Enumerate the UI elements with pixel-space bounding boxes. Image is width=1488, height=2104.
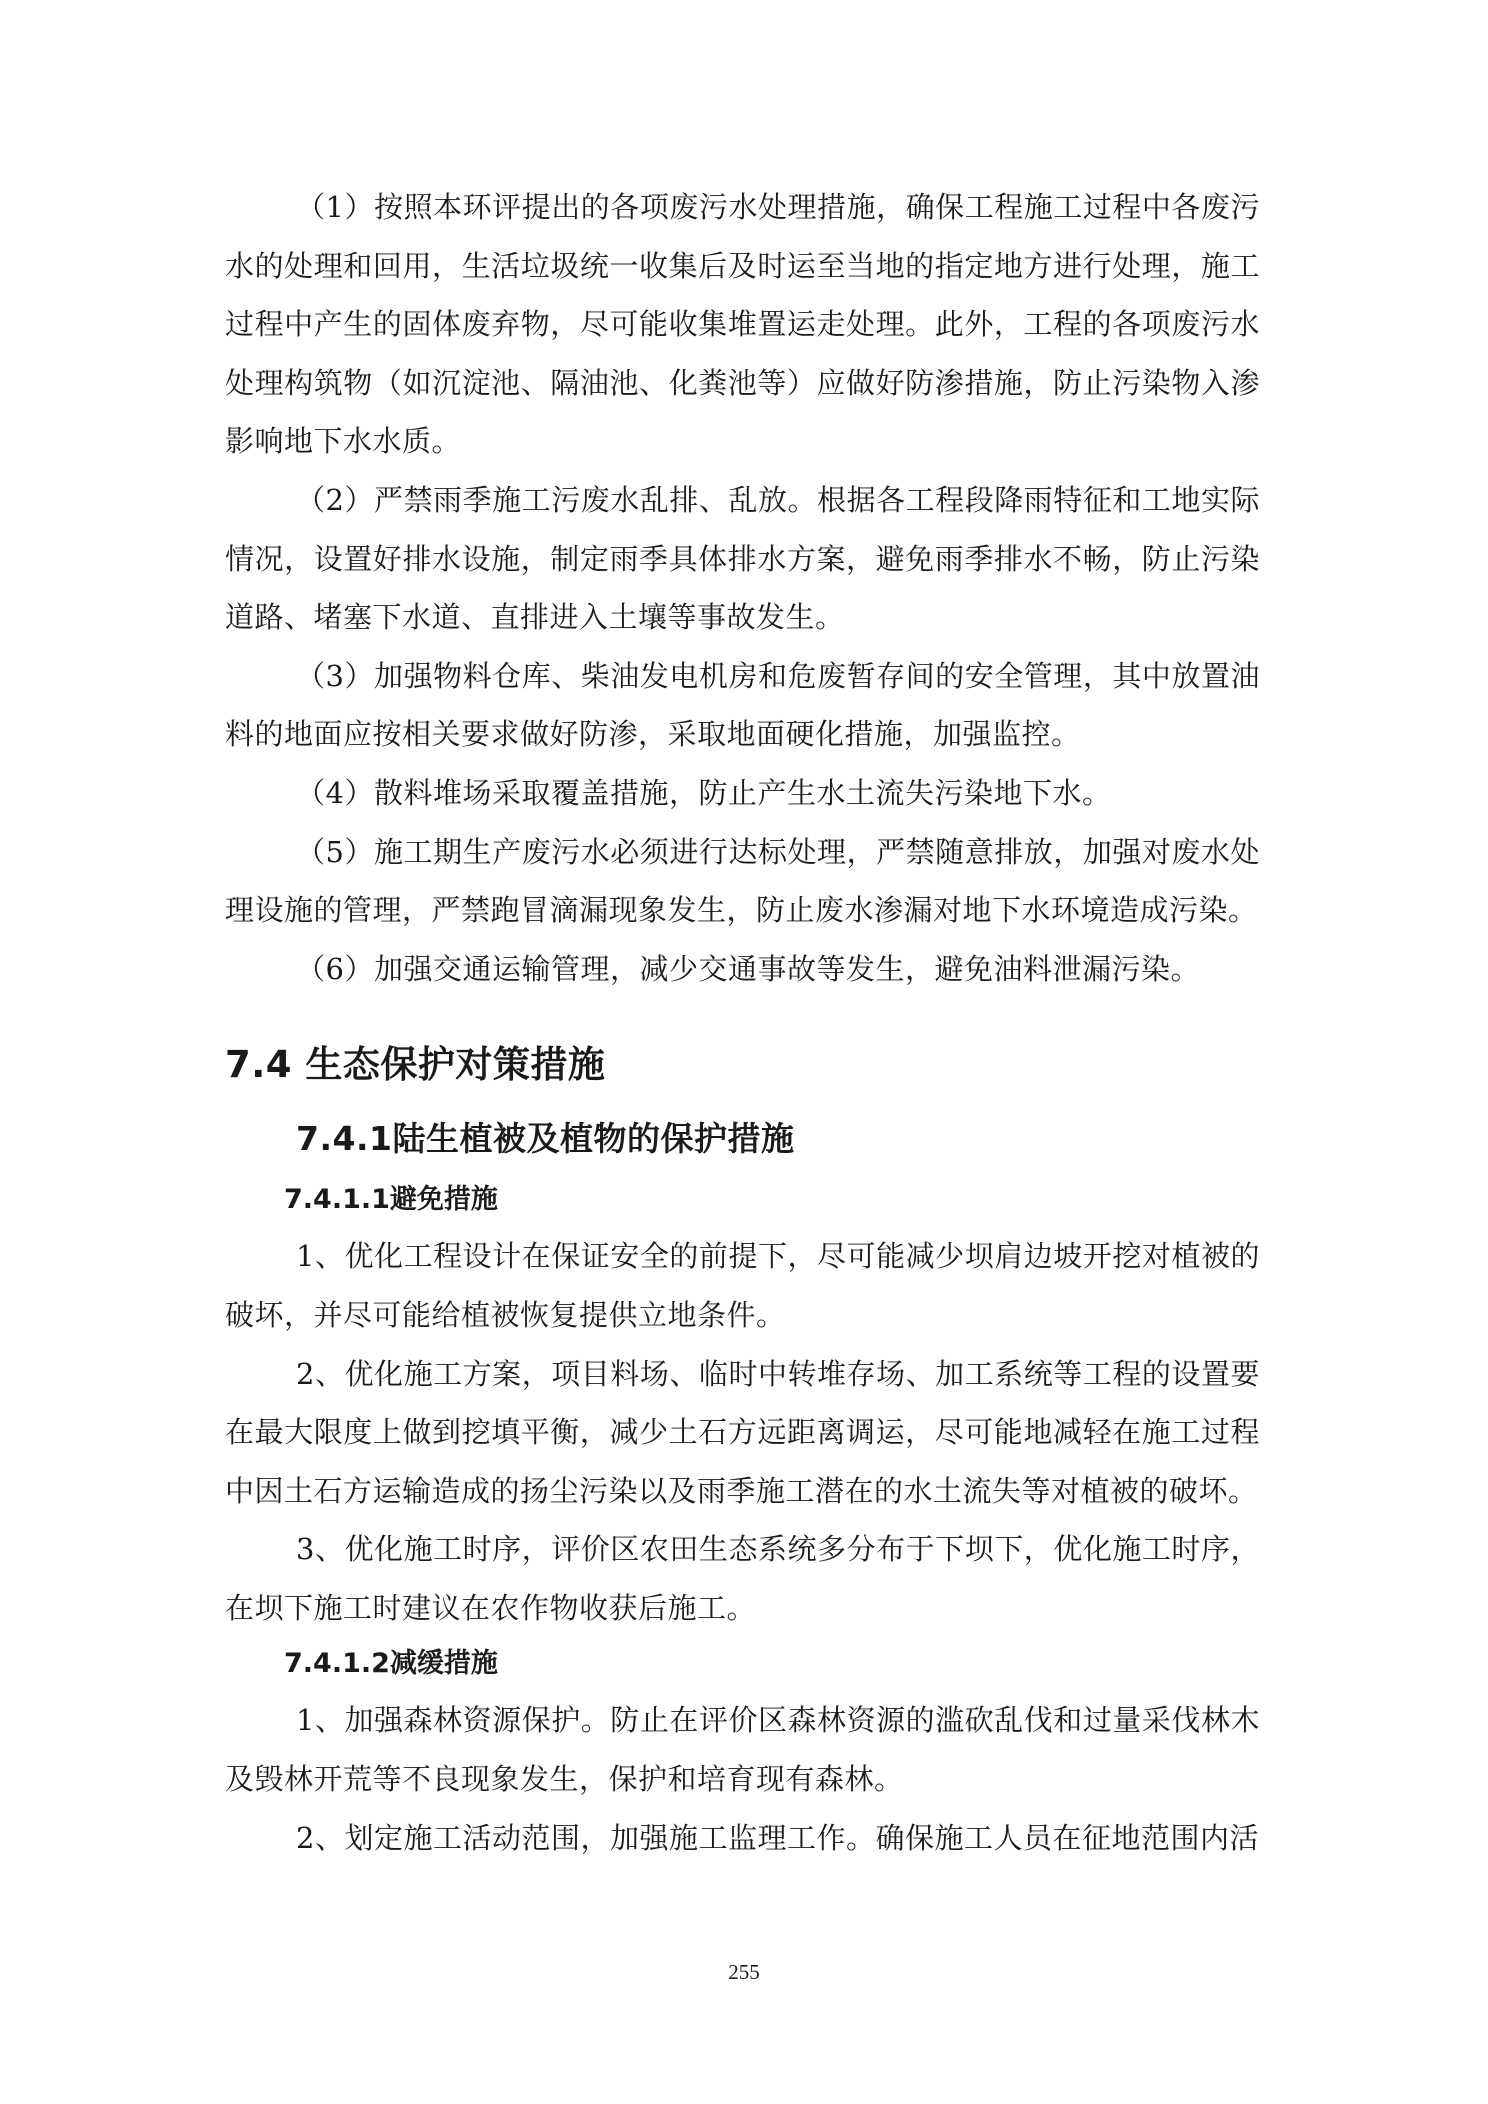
subsection-heading: 7.4.1陆生植被及植物的保护措施 — [296, 1119, 795, 1159]
section-heading: 7.4 生态保护对策措施 — [225, 1043, 606, 1087]
paragraph-3: （3）加强物料仓库、柴油发电机房和危废暂存间的安全管理，其中放置油料的地面应按相关要求做好防渗，采取地面硬化措施，加强监控。 — [225, 658, 1260, 752]
sub-heading-mitigation: 7.4.1.2减缓措施 — [284, 1648, 498, 1680]
paragraph-1: （1）按照本环评提出的各项废污水处理措施，确保工程施工过程中各废污水的处理和回用，生活垃圾统一收集后及时运至当地的指定地方进行处理，施工过程中产生的固体废弃物，尽可能收集堆置运走处理。此外，工程的各项废污水处理构筑物（如沉淀池、隔油池、化粪池等）应做好防渗措施，防止污染物入渗影响地下水水质。 — [225, 190, 1260, 459]
avoidance-item-2: 2、优化施工方案，项目料场、临时中转堆存场、加工系统等工程的设置要在最大限度上做到挖填平衡，减少土石方远距离调运，尽可能地减轻在施工过程中因土石方运输造成的扬尘污染以及雨季施工潜在的水土流失等对植被的破坏。 — [225, 1356, 1260, 1508]
page-number: 255 — [728, 1960, 760, 1984]
avoidance-item-1: 1、优化工程设计在保证安全的前提下，尽可能减少坝肩边坡开挖对植被的破坏，并尽可能给植被恢复提供立地条件。 — [225, 1239, 1260, 1332]
sub-heading-avoidance: 7.4.1.1避免措施 — [284, 1184, 498, 1216]
mitigation-item-1: 1、加强森林资源保护。防止在评价区森林资源的滥砍乱伐和过量采伐林木及毁林开荒等不良现象发生，保护和培育现有森林。 — [225, 1703, 1260, 1797]
paragraph-6: （6）加强交通运输管理，减少交通事故等发生，避免油料泄漏污染。 — [296, 951, 1200, 986]
paragraph-2: （2）严禁雨季施工污废水乱排、乱放。根据各工程段降雨特征和工地实际情况，设置好排水设施，制定雨季具体排水方案，避免雨季排水不畅，防止污染道路、堵塞下水道、直排进入土壤等事故发生。 — [225, 482, 1260, 635]
mitigation-item-2: 2、划定施工活动范围，加强施工监理工作。确保施工人员在征地范围内活 — [296, 1820, 1259, 1855]
paragraph-4: （4）散料堆场采取覆盖措施，防止产生水土流失污染地下水。 — [296, 775, 1112, 810]
avoidance-item-3: 3、优化施工时序，评价区农田生态系统多分布于下坝下，优化施工时序，在坝下施工时建议在农作物收获后施工。 — [225, 1532, 1260, 1625]
paragraph-5: （5）施工期生产废污水必须进行达标处理，严禁随意排放，加强对废水处理设施的管理，严禁跑冒滴漏现象发生，防止废水渗漏对地下水环境造成污染。 — [225, 834, 1260, 928]
document-body — [225, 178, 1260, 1867]
